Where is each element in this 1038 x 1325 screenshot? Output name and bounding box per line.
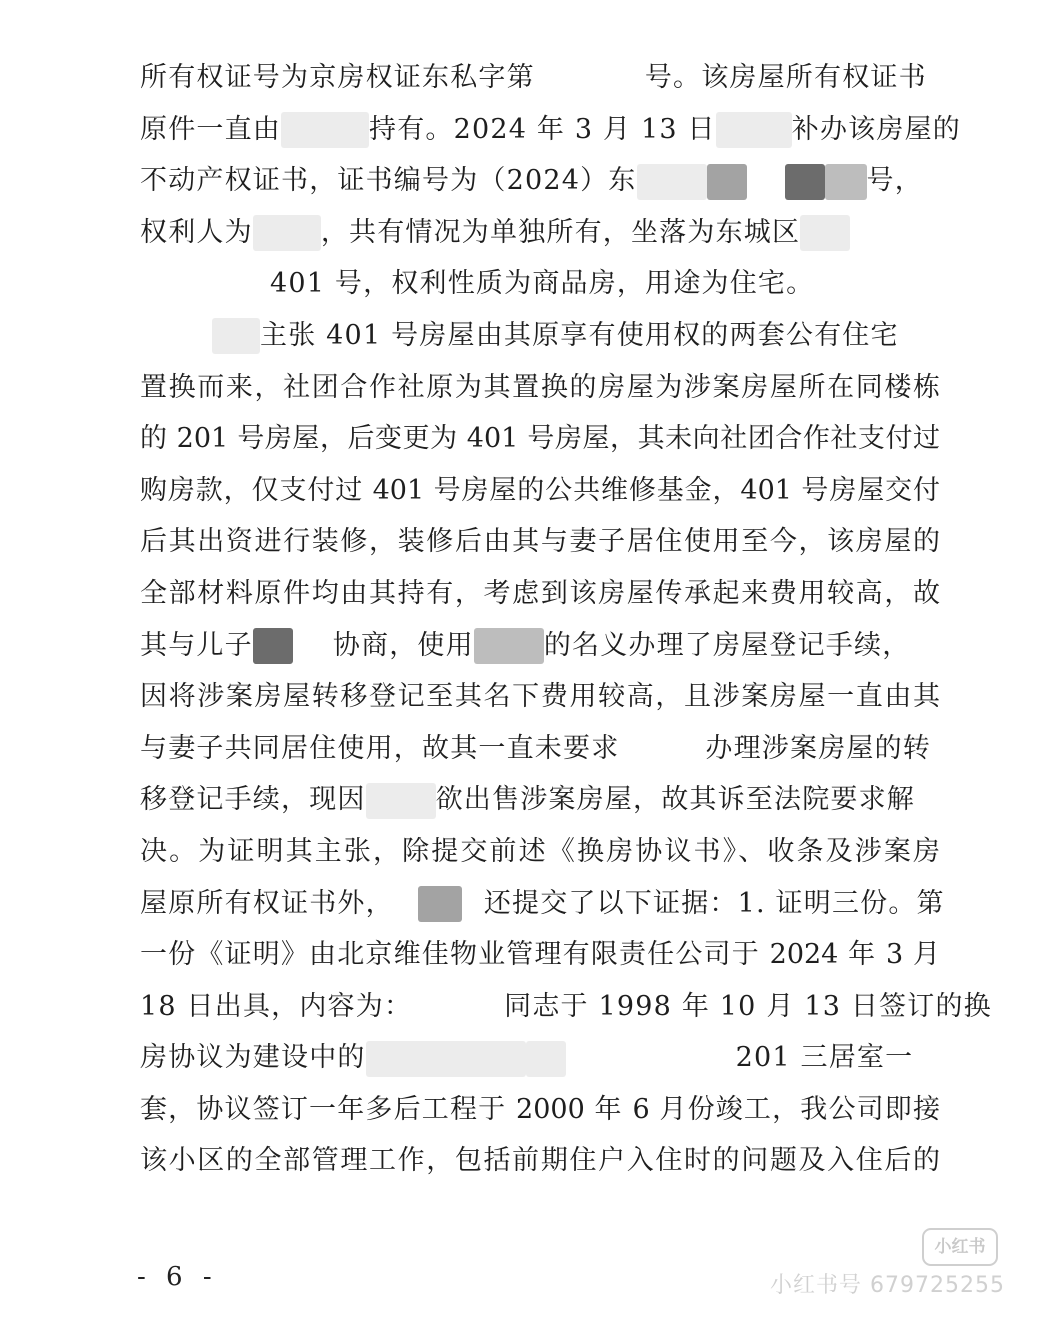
text-line: 后其出资进行装修，装修后由其与妻子居住使用至今，该房屋的: [140, 526, 940, 558]
text-segment: 权利人为: [140, 216, 253, 248]
text-line: 全部材料原件均由其持有，考虑到该房屋传承起来费用较高，故: [140, 577, 940, 609]
redacted-area: [535, 61, 645, 97]
text-line: [140, 729, 940, 781]
text-segment: 的名义办理了房屋登记手续，: [543, 629, 911, 661]
redacted-area: [412, 989, 504, 1025]
text-line: 该小区的全部管理工作，包括前期住户入住时的问题及入住后的: [140, 1145, 940, 1177]
redacted-area: [619, 731, 705, 767]
text-line: 套，协议签订一年多后工程于 2000 年 6 月份竣工，我公司即接: [140, 1093, 940, 1125]
redacted-area: [637, 164, 707, 200]
redacted-area: [747, 164, 785, 200]
text-segment: 不动产权证书，证书编号为（2024）东: [140, 165, 637, 197]
page-number: - 6 -: [137, 1262, 218, 1292]
text-segment: 办理涉案房屋的转: [705, 732, 932, 764]
redacted-area: [366, 1041, 526, 1077]
text-line: [140, 1038, 940, 1090]
text-line: [140, 626, 940, 678]
document-body: [140, 58, 992, 1193]
redacted-area: [394, 886, 418, 922]
text-line: 一份《证明》由北京维佳物业管理有限责任公司于 2024 年 3 月: [140, 939, 940, 971]
redacted-area: [526, 1041, 566, 1077]
text-line: [140, 780, 940, 832]
redacted-area: [707, 164, 747, 200]
text-segment: 与妻子共同居住使用，故其一直未要求: [140, 732, 620, 764]
text-line: 决。为证明其主张，除提交前述《换房协议书》、收条及涉案房: [140, 835, 940, 867]
text-segment: ，共有情况为单独所有，坐落为东城区: [320, 216, 801, 248]
redacted-area: [293, 628, 333, 664]
redacted-area: [462, 886, 484, 922]
redacted-area: [825, 164, 867, 200]
redacted-area: [281, 112, 369, 148]
text-segment: 移登记手续，现因: [140, 784, 366, 816]
text-line: [140, 213, 940, 265]
text-line: [140, 987, 992, 1039]
text-line: [140, 58, 940, 110]
text-line: [140, 110, 961, 162]
text-line: 的 201 号房屋，后变更为 401 号房屋，其未向社团合作社支付过: [140, 423, 940, 455]
text-segment: 欲出售涉案房屋，故其诉至法院要求解: [435, 784, 916, 816]
redacted-area: [366, 783, 436, 819]
redacted-area: [785, 164, 825, 200]
text-segment: 房协议为建设中的: [140, 1042, 366, 1074]
text-segment: 18 日出具，内容为：: [140, 990, 413, 1022]
redacted-area: [800, 215, 850, 251]
redacted-area: [474, 628, 544, 664]
redacted-area: [212, 318, 260, 354]
text-segment: 补办该房屋的: [791, 113, 961, 145]
text-segment: 屋原所有权证书外，: [140, 887, 394, 919]
text-segment: 还提交了以下证据：1. 证明三份。第: [483, 887, 945, 919]
redacted-area: [716, 112, 792, 148]
redacted-area: [253, 628, 293, 664]
text-segment: 主张 401 号房屋由其原享有使用权的两套公有住宅: [260, 319, 899, 351]
text-line: 购房款，仅支付过 401 号房屋的公共维修基金，401 号房屋交付: [140, 474, 940, 506]
text-line: 因将涉案房屋转移登记至其名下费用较高，且涉案房屋一直由其: [140, 681, 940, 713]
text-segment: 其与儿子: [140, 629, 253, 661]
text-segment: 401 号，权利性质为商品房，用途为住宅。: [270, 268, 815, 300]
redacted-area: [566, 1041, 736, 1077]
redacted-area: [253, 215, 321, 251]
watermark-id: 小红书号 679725255: [770, 1273, 1005, 1298]
text-line: [140, 264, 940, 316]
text-segment: 原件一直由: [140, 113, 281, 145]
text-segment: 201 三居室一: [735, 1042, 914, 1074]
text-segment: 协商，使用: [332, 629, 474, 661]
text-segment: 所有权证号为京房权证东私字第: [140, 62, 535, 93]
text-line: [140, 884, 945, 936]
watermark-logo: 小红书: [922, 1228, 998, 1266]
text-line: [140, 316, 940, 368]
text-segment: 号，: [866, 165, 923, 197]
text-line: [140, 161, 940, 213]
text-line: 置换而来，社团合作社原为其置换的房屋为涉案房屋所在同楼栋: [140, 371, 940, 403]
text-segment: 号。该房屋所有权证书: [644, 62, 927, 93]
text-segment: 持有。2024 年 3 月 13 日: [369, 113, 716, 145]
redacted-area: [418, 886, 462, 922]
text-segment: 同志于 1998 年 10 月 13 日签订的换: [504, 990, 992, 1022]
